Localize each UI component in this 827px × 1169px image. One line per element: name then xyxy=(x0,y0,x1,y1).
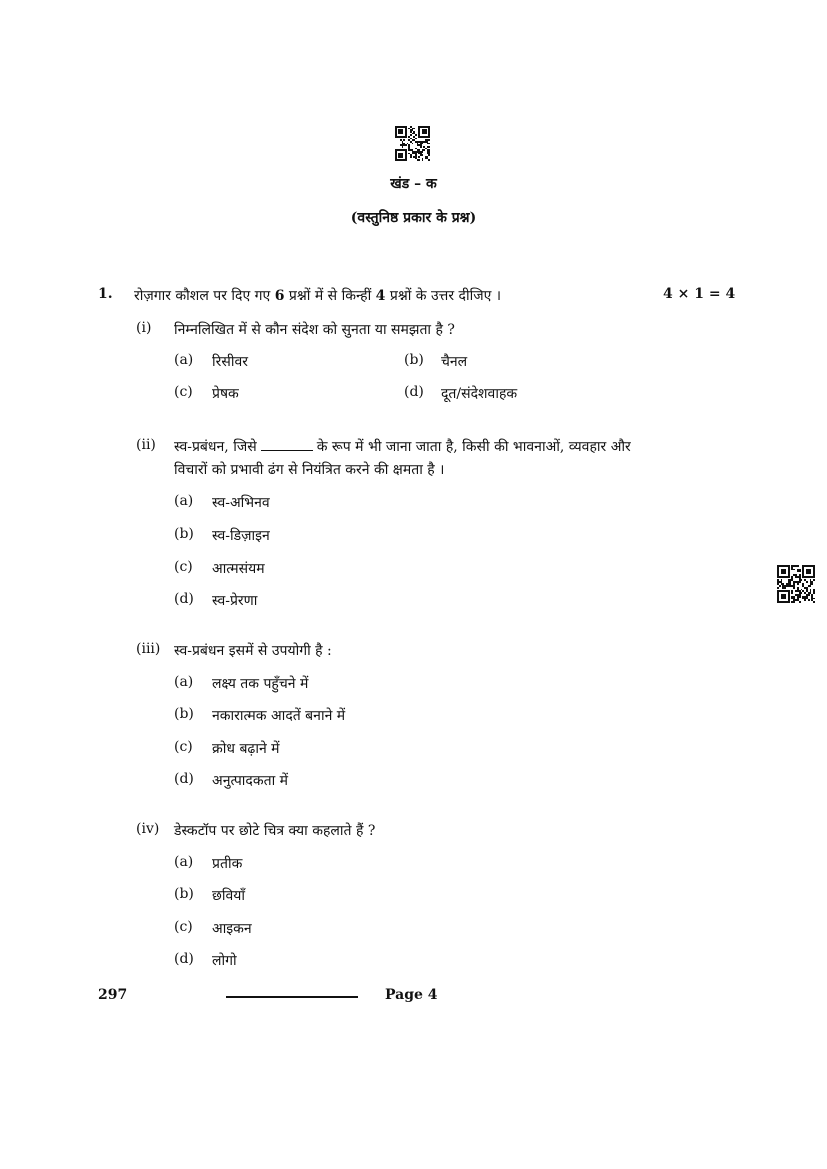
option-label: (d) xyxy=(174,591,194,607)
option-text: क्रोध बढ़ाने में xyxy=(212,741,280,757)
option-text: स्व-डिज़ाइन xyxy=(212,528,270,544)
option-text: नकारात्मक आदतें बनाने में xyxy=(212,708,346,724)
qr-code-icon xyxy=(395,126,430,161)
option-label: (b) xyxy=(404,352,424,368)
option-label: (b) xyxy=(174,706,194,722)
option-text: दूत/संदेशवाहक xyxy=(441,386,518,402)
option-text: अनुत्पादकता में xyxy=(212,773,289,789)
option-label: (d) xyxy=(174,951,194,967)
option-text: लोगो xyxy=(212,953,237,969)
option-label: (a) xyxy=(174,674,194,690)
subquestion-label: (ii) xyxy=(136,437,156,453)
question-number: 1. xyxy=(98,286,113,302)
option-label: (c) xyxy=(174,384,193,400)
option-text: आइकन xyxy=(212,921,252,937)
option-text: चैनल xyxy=(441,354,468,370)
option-text: छवियाँ xyxy=(212,888,245,904)
option-label: (b) xyxy=(174,526,194,542)
option-label: (a) xyxy=(174,493,194,509)
option-label: (d) xyxy=(174,771,194,787)
option-label: (d) xyxy=(404,384,424,400)
option-text: रिसीवर xyxy=(212,354,248,370)
question-marks: 4 × 1 = 4 xyxy=(663,286,736,302)
option-label: (b) xyxy=(174,886,194,902)
option-label: (a) xyxy=(174,854,194,870)
page-number: Page 4 xyxy=(385,987,438,1003)
subquestion-label: (iii) xyxy=(136,641,161,657)
subquestion-text-line2: विचारों को प्रभावी ढंग से नियंत्रित करने की क्षमता है । xyxy=(174,462,445,478)
section-subtitle: (वस्तुनिष्ठ प्रकार के प्रश्न) xyxy=(350,210,477,226)
option-label: (c) xyxy=(174,739,193,755)
subquestion-text: स्व-प्रबंधन इसमें से उपयोगी है : xyxy=(174,643,332,659)
question-instruction: रोज़गार कौशल पर दिए गए 6 प्रश्नों में से किन्हीं 4 प्रश्नों के उत्तर दीजिए । xyxy=(134,288,502,304)
option-text: लक्ष्य तक पहुँचने में xyxy=(212,676,309,692)
paper-code: 297 xyxy=(98,987,128,1003)
option-text: प्रतीक xyxy=(212,856,243,872)
option-text: स्व-प्रेरणा xyxy=(212,593,258,609)
option-label: (c) xyxy=(174,559,193,575)
subquestion-text: डेस्कटॉप पर छोटे चित्र क्या कहलाते हैं ? xyxy=(174,823,376,839)
fill-in-blank xyxy=(261,437,313,451)
option-label: (c) xyxy=(174,919,193,935)
subquestion-text: निम्नलिखित में से कौन संदेश को सुनता या समझता है ? xyxy=(174,322,455,338)
section-title: खंड – क xyxy=(390,176,437,192)
option-text: प्रेषक xyxy=(212,386,239,402)
footer-divider xyxy=(226,996,358,998)
subquestion-label: (iv) xyxy=(136,821,160,837)
subquestion-text: स्व-प्रबंधन, जिसे के रूप में भी जाना जाता है, किसी की भावनाओं, व्यवहार और xyxy=(174,439,631,455)
option-label: (a) xyxy=(174,352,194,368)
option-text: आत्मसंयम xyxy=(212,561,265,577)
option-text: स्व-अभिनव xyxy=(212,495,270,511)
subquestion-label: (i) xyxy=(136,320,152,336)
qr-code-icon xyxy=(777,565,815,603)
